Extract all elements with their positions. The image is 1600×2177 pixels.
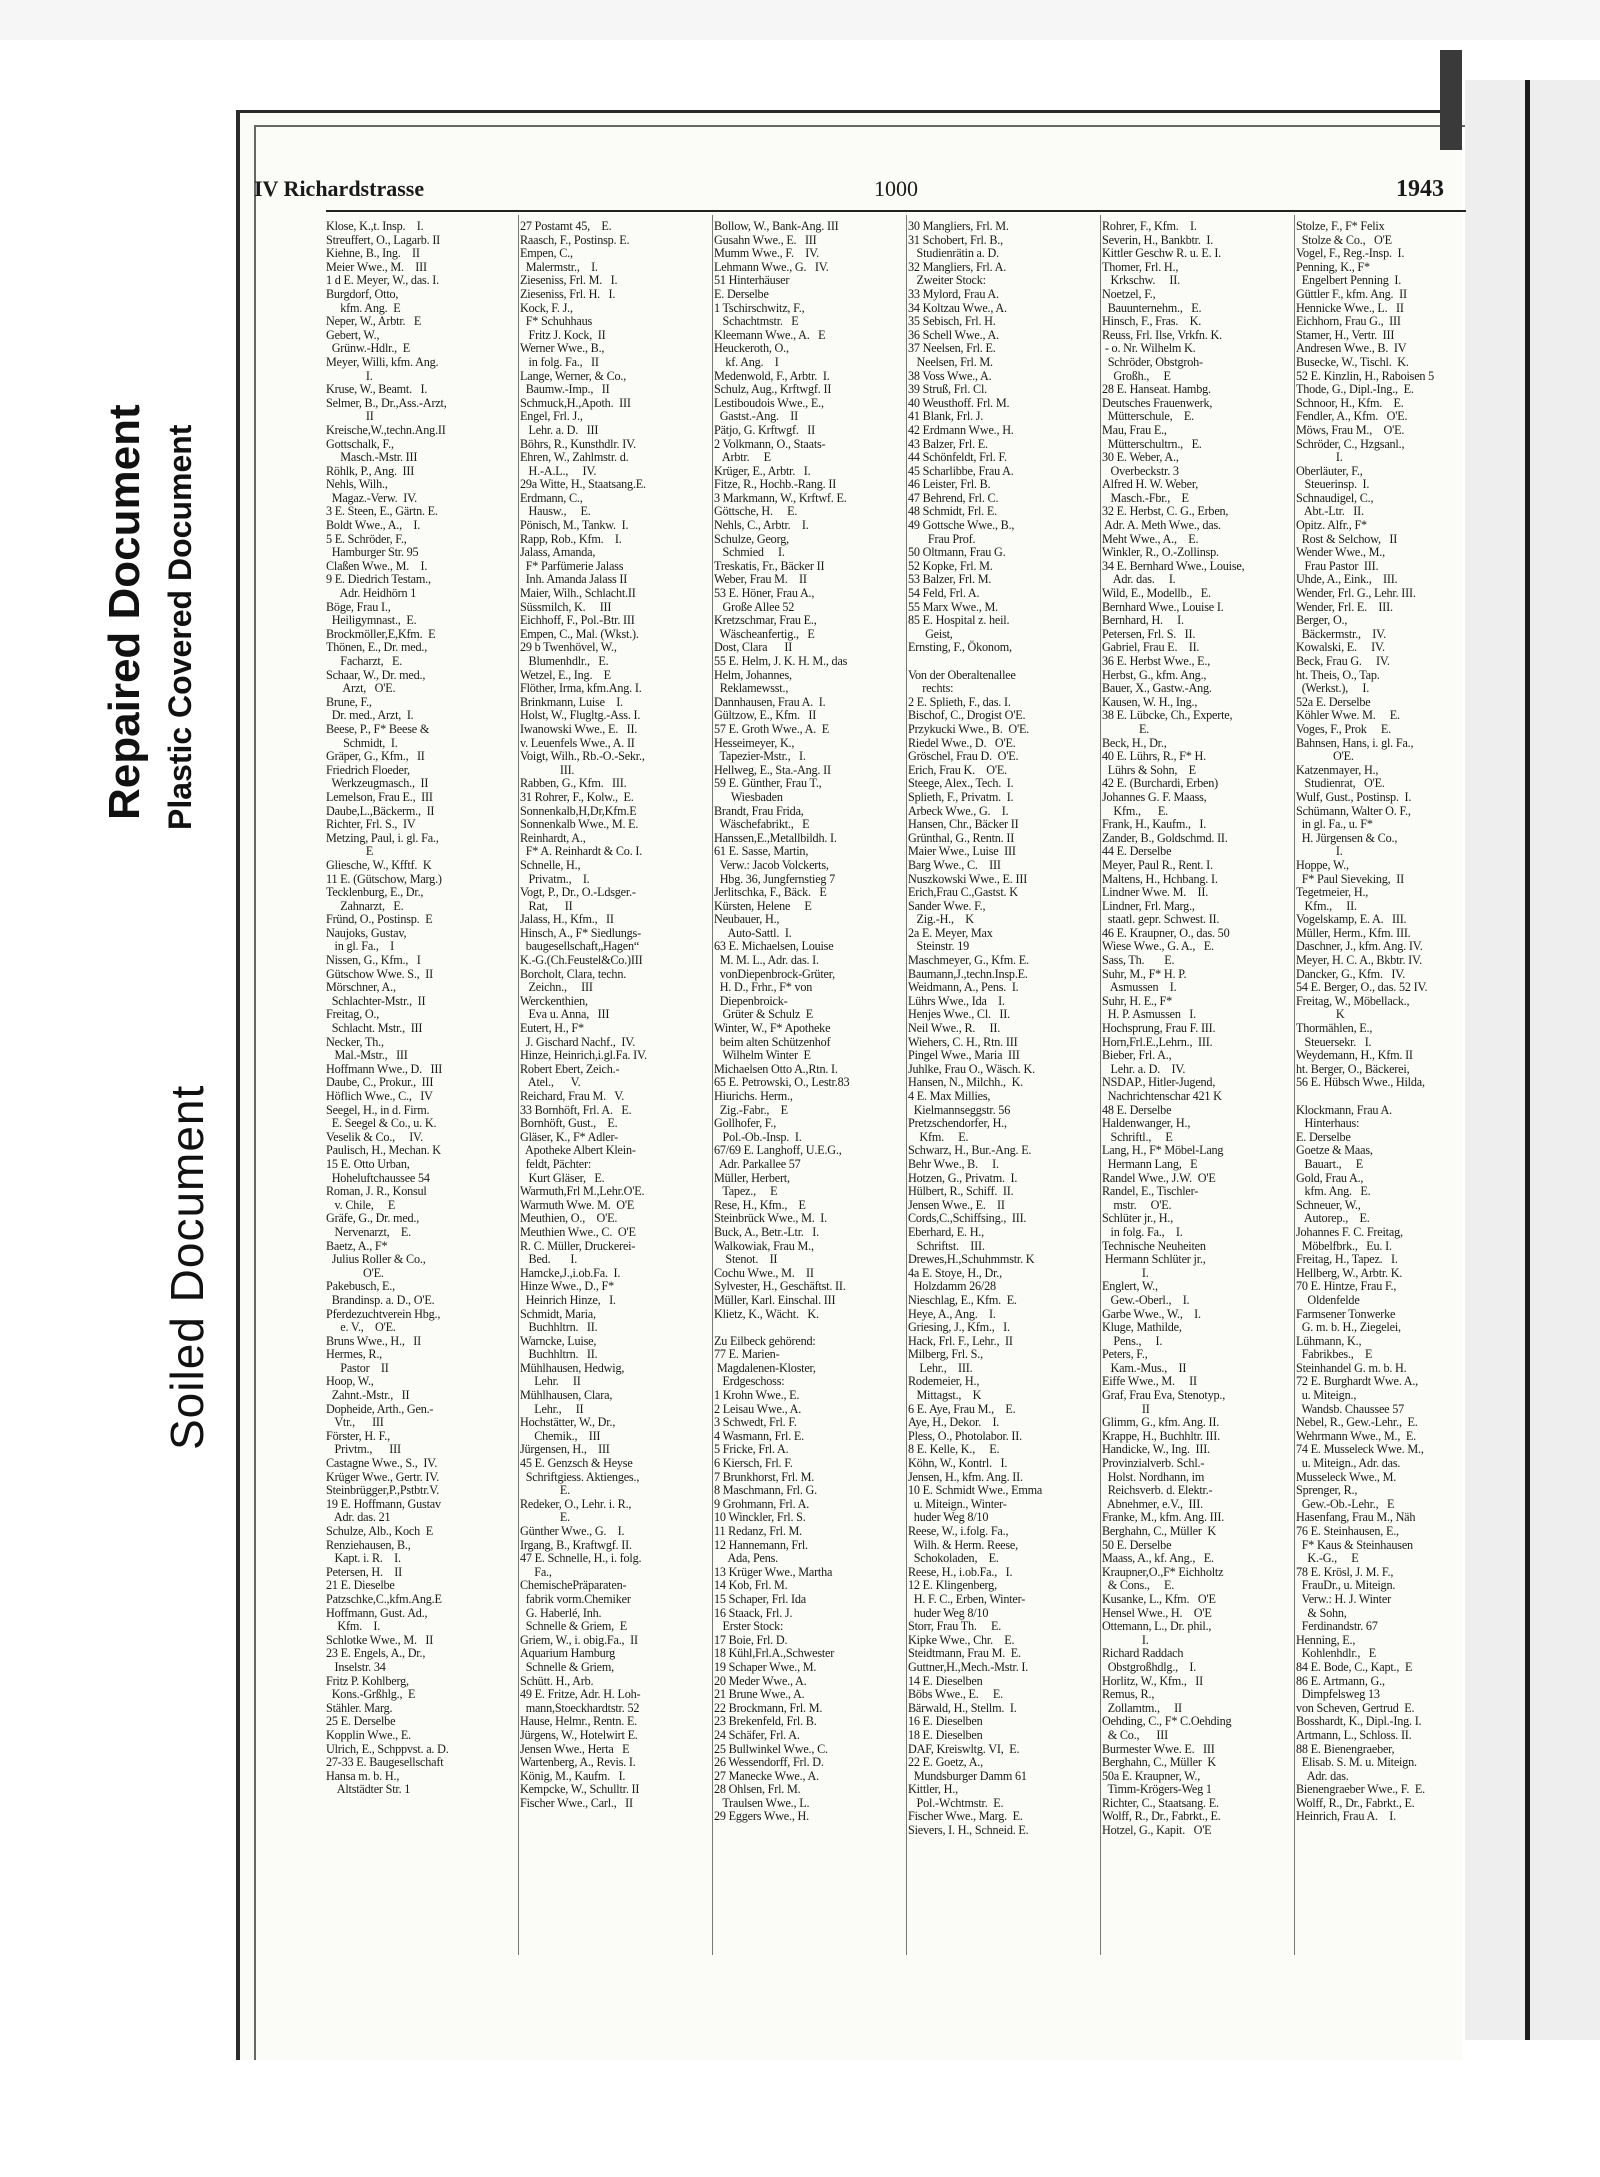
page-number: 1000	[874, 176, 918, 201]
directory-column-4: 30 Mangliers, Frl. M. 31 Schobert, Frl. B., Studienrätin a. D. 32 Mangliers, Frl. A. Zweiter Stock: 33 Mylord, Frau A. 34 Koltzau Wwe., A. 35 Sebisch, Frl. H. 36 Schell Wwe., A. 37 Neelsen, Frl. E. Neelsen, Frl. M. 38 Voss Wwe., A. 39 Struß, Frl. Cl. 40 Weusthoff. Frl. M. 41 Blank, Frl. J. 42 Erdmann Wwe., H. 43 Balzer, Frl. E. 44 Schönfeldt, Frl. F. 45 Scharlibbe, Frau A. 46 Leister, Frl. B. 47 Behrend, Frl. C. 48 Schmidt, Frl. E. 49 Gottsche Wwe., B., Frau Prof. 50 Oltmann, Frau G. 52 Kopke, Frl. M. 53 Balzer, Frl. M. 54 Feld, Frl. A. 55 Marx Wwe., M. 85 E. Hospital z. heil. Geist, Ernsting, F., Ökonom, Von der Oberaltenallee rechts: 2 E. Splieth, F., das. I. Bischof, C., Drogist O'E. Przykucki Wwe., B. O'E. Riedel Wwe., D. O'E. Gröschel, Frau D. O'E. Erich, Frau K. O'E. Steege, Alex., Tech. I. Splieth, F., Privatm. I. Arbeck Wwe., G. I. Hansen, Chr., Bäcker II Grünthal, G., Rentn. II Maier Wwe., Luise III Barg Wwe., C. III Nuszkowski Wwe., E. III Erich,Frau C.,Gastst. K Sander Wwe. F., Zig.-H., K 2a E. Meyer, Max Steinstr. 19 Maschmeyer, G., Kfm. E. Baumann,J.,techn.Insp.E. Weidmann, A., Pens. I. Lührs Wwe., Ida I. Henjes Wwe., Cl. II. Neil Wwe., R. II. Wiehers, C. H., Rtn. III Pingel Wwe., Maria III Juhlke, Frau O., Wäsch. K. Hansen, N., Milchh., K. 4 E. Max Millies, Kielmannseggstr. 56 Pretzschendorfer, H., Kfm. E. Schwarz, H., Bur.-Ang. E. Behr Wwe., B. I. Hotzen, G., Privatm. I. Hülbert, R., Schiff. II. Jensen Wwe., E. II Cords,C.,Schiffsing., III. Eberhard, E. H., Schriftst. III. Drewes,H.,Schuhmmstr. K 4a E. Stoye, H., Dr., Holzdamm 26/28 Nieschlag, E., Kfm. E. Heye, A., Ang. I. Griesing, J., Kfm., I. Hack, Frl. F., Lehr., II Milberg, Frl. S., Lehr., III. Rodemeier, H., Mittagst., K 6 E. Aye, Frau M., E. Aye, H., Dekor. I. Pless, O., Photolabor. II. 8 E. Kelle, K., E. Köhn, W., Kontrl. I. Jensen, H., kfm. Ang. II. 10 E. Schmidt Wwe., Emma u. Miteign., Winter- huder Weg 8/10 Reese, W., i.folg. Fa., Wilh. & Herm. Reese, Schokoladen, E. Reese, H., i.ob.Fa., I. 12 E. Klingenberg, H. F. C., Erben, Winter- huder Weg 8/10 Storr, Frau Th. E. Kipke Wwe., Chr. E. Steidtmann, Frau M. E. Guttner,H.,Mech.-Mstr. I. 14 E. Dieselben Böbs Wwe., E. E. Bärwald, H., Stellm. I. 16 E. Dieselben 18 E. Dieselben DAF, Kreiswltg. VI, E. 22 E. Goetz, A., Mundsburger Damm 61 Kittler, H., Pol.-Wchtmstr. E. Fischer Wwe., Marg. E. Sievers, I. H., Schneid. E.	[908, 220, 1043, 1838]
directory-column-3: Bollow, W., Bank-Ang. III Gusahn Wwe., E. III Mumm Wwe., F. IV. Lehmann Wwe., G. IV. 51 Hinterhäuser E. Derselbe 1 Tschirschwitz, F., Schachtmstr. E Kleemann Wwe., A. E Heuckeroth, O., kf. Ang. I Medenwold, F., Arbtr. I. Schulz, Aug., Krftwgf. II Lestiboudois Wwe., E., Gastst.-Ang. II Pätjo, G. Krftwgf. II 2 Volkmann, O., Staats- Arbtr. E Krüger, E., Arbtr. I. Fitze, R., Hochb.-Rang. II 3 Markmann, W., Krftwf. E. Göttsche, H. E. Nehls, C., Arbtr. I. Schulze, Georg, Schmied I. Treskatis, Fr., Bäcker II Weber, Frau M. II 53 E. Höner, Frau A., Große Allee 52 Kretzschmar, Frau E., Wäscheanfertig., E Dost, Clara II 55 E. Helm, J. K. H. M., das Helm, Johannes, Reklamewsst., Dannhausen, Frau A. I. Gültzow, E., Kfm. II 57 E. Groth Wwe., A. E Hesseimeyer, K., Tapezier-Mstr., I. Hellweg, E., Sta.-Ang. II 59 E. Günther, Frau T., Wiesbaden Brandt, Frau Frida, Wäschefabrikt., E Hanssen,E.,Metallbildh. I. 61 E. Sasse, Martin, Verw.: Jacob Volckerts, Hbg. 36, Jungfernstieg 7 Jerlitschka, F., Bäck. E Kürsten, Helene E Neubauer, H., Auto-Sattl. I. 63 E. Michaelsen, Louise M. M. L., Adr. das. I. vonDiepenbrock-Grüter, H. D., Frhr., F* von Diepenbroick- Grüter & Schulz E Winter, W., F* Apotheke beim alten Schützenhof Wilhelm Winter E Michaelsen Otto A.,Rtn. I. 65 E. Petrowski, O., Lestr.83 Hiurichs. Herm., Zig.-Fabr., E Gollhofer, F., Pol.-Ob.-Insp. I. 67/69 E. Langhoff, U.E.G., Adr. Parkallee 57 Müller, Herbert, Tapez., E Rese, H., Kfm., E Steinbrück Wwe., M. I. Buck, A., Betr.-Ltr. I. Walkowiak, Frau M., Stenot. II Cochu Wwe., M. II Sylvester, H., Geschäftst. II. Müller, Karl. Einschal. III Klietz, K., Wächt. K. Zu Eilbeck gehörend: 77 E. Marien- Magdalenen-Kloster, Erdgeschoss: 1 Krohn Wwe., E. 2 Leisau Wwe., A. 3 Schwedt, Frl. F. 4 Wasmann, Frl. E. 5 Fricke, Frl. A. 6 Kiersch, Frl. F. 7 Brunkhorst, Frl. M. 8 Maschmann, Frl. G. 9 Grohmann, Frl. A. 10 Winckler, Frl. S. 11 Redanz, Frl. M. 12 Hannemann, Frl. Ada, Pens. 13 Krüger Wwe., Martha 14 Kob, Frl. M. 15 Schaper, Frl. Ida 16 Staack, Frl. J. Erster Stock: 17 Boie, Frl. D. 18 Kühl,Frl.A.,Schwester 19 Schaper Wwe., M. 20 Meder Wwe., A. 21 Brune Wwe., A. 22 Brockmann, Frl. M. 23 Brekenfeld, Frl. B. 24 Schäfer, Frl. A. 25 Bullwinkel Wwe., C. 26 Wessendorff, Frl. D. 27 Manecke Wwe., A. 28 Ohlsen, Frl. M. Traulsen Wwe., L. 29 Eggers Wwe., H.	[714, 220, 850, 1824]
soiled-sticker: Soiled Document	[161, 1084, 213, 1450]
page-header-street: IV Richardstrasse	[254, 176, 425, 201]
directory-column-5: Rohrer, F., Kfm. I. Severin, H., Bankbtr. I. Kittler Geschw R. u. E. I. Thomer, Frl. H., Krkschw. II. Noetzel, F., Bauunternehm., E. Hinsch, F., Fras. K. Reuss, Frl. Ilse, Vrkfn. K. - o. Nr. Wilhelm K. Schröder, Obstgroh- Großh., E 28 E. Hanseat. Hambg. Deutsches Frauenwerk, Mütterschule, E. Mau, Frau E., Mütterschultrn., E. 30 E. Weber, A., Overbeckstr. 3 Alfred H. W. Weber, Masch.-Fbr., E 32 E. Herbst, C. G., Erben, Adr. A. Meth Wwe., das. Meht Wwe., A., E. Winkler, R., O.-Zollinsp. 34 E. Bernhard Wwe., Louise, Adr. das. I. Wild, E., Modellb., E. Bernhard Wwe., Louise I. Bernhard, H. I. Petersen, Frl. S. II. Gabriel, Frau E. II. 36 E. Herbst Wwe., E., Herbst, G., kfm. Ang., Bauer, X., Gastw.-Ang. Kausen, W. H., Ing., 38 E. Lübcke, Ch., Experte, E. Beck, H., Dr., 40 E. Lührs, R., F* H. Lührs & Sohn, E 42 E. (Burchardi, Erben) Johannes G. F. Maass, Kfm., E. Frank, H., Kaufm., I. Zander, B., Goldschmd. II. 44 E. Derselbe Meyer, Paul R., Rent. I. Maltens, H., Hchbang. I. Lindner Wwe. M. II. Lindner, Frl. Marg., staatl. gepr. Schwest. II. 46 E. Kraupner, O., das. 50 Wiese Wwe., G. A., E. Sass, Th. E. Suhr, M., F* H. P. Asmussen I. Suhr, H. E., F* H. P. Asmussen I. Hochsprung, Frau F. III. Horn,Frl.E.,Lehrn., III. Bieber, Frl. A., Lehr. a. D. IV. NSDAP., Hitler-Jugend, Nachrichtenschar 421 K 48 E. Derselbe Haldenwanger, H., Schriftl., E Lang, H., F* Möbel-Lang Hermann Lang, E Randel Wwe., J.W. O'E Randel, E., Tischler- mstr. O'E. Schlüter jr., H., in folg. Fa., I. Technische Neuheiten Hermann Schlüter jr., I. Englert, W., Gew.-Oberl., I. Garbe Wwe., W., I. Kluge, Mathilde, Pens., I. Peters, F., Kam.-Mus., II Eiffe Wwe., M. II Graf, Frau Eva, Stenotyp., II Glimm, G., kfm. Ang. II. Krappe, H., Buchhltr. III. Handicke, W., Ing. III. Provinzialverb. Schl.- Holst. Nordhann, im Reichsverb. d. Elektr.- Abnehmer, e.V., III. Franke, M., kfm. Ang. III. Berghahn, C., Müller K 50 E. Derselbe Maass, A., kf. Ang., E. Kraupner,O.,F* Eichholtz & Cons., E. Kusanke, L., Kfm. O'E Hensel Wwe., H. O'E Ottemann, L., Dr. phil., I. Richard Raddach Obstgroßhdlg., I. Horlitz, W., Kfm., II Remus, R., Zollamtm., II Oehding, C., F* C.Oehding & Co., III Burmester Wwe. E. III Berghahn, C., Müller K 50a E. Kraupner, W., Timm-Krögers-Weg 1 Richter, C., Staatsang. E. Wolff, R., Dr., Fabrkt., E. Hotzel, G., Kapit. O'E	[1102, 220, 1245, 1838]
plastic-sticker: Plastic Covered Document	[162, 424, 198, 830]
column-divider	[712, 215, 713, 1955]
archive-stickers	[80, 300, 240, 1500]
bottom-margin	[0, 2060, 1600, 2177]
column-divider	[1294, 215, 1295, 1955]
directory-column-1: Klose, K.,t. Insp. I. Streuffert, O., Lagarb. II Kiehne, B., Ing. II Meier Wwe., M. III 1 d E. Meyer, W., das. I. Burgdorf, Otto, kfm. Ang. E Neper, W., Arbtr. E Gebert, W., Grünw.-Hdlr., E Meyer, Willi, kfm. Ang. I. Kruse, W., Beamt. I. Selmer, B., Dr.,Ass.-Arzt, II Kreische,W.,techn.Ang.II Gottschalk, F., Masch.-Mstr. III Röhlk, P., Ang. III Nehls, Wilh., Magaz.-Verw. IV. 3 E. Steen, E., Gärtn. E. Boldt Wwe., A., I. 5 E. Schröder, F., Hamburger Str. 95 Claßen Wwe., M. I. 9 E. Diedrich Testam., Adr. Heidhörn 1 Böge, Frau I., Heiligymnast., E. Brockmöller,E,Kfm. E Thönen, E., Dr. med., Facharzt, E. Schaar, W., Dr. med., Arzt, O'E. Brune, F., Dr. med., Arzt, I. Beese, P., F* Beese & Schmidt, I. Gräper, G., Kfm., II Friedrich Floeder, Werkzeugmasch., II Lemelson, Frau E., III Daube,L.,Bäckerm., II Richter, Frl. S., IV Metzing, Paul, i. gl. Fa., E Gliesche, W., Kfftf. K 11 E. (Gütschow, Marg.) Tecklenburg, E., Dr., Zahnarzt, E. Fründ, O., Postinsp. E Naujoks, Gustav, in gl. Fa., I Nissen, G., Kfm., I Gütschow Wwe. S., II Mörschner, A., Schlachter-Mstr., II Freitag, O., Schlacht. Mstr., III Necker, Th., Mal.-Mstr., III Hoffmann Wwe., D. III Daube, C., Prokur., III Höflich Wwe., C., IV Seegel, H., in d. Firm. E. Seegel & Co., u. K. Veselik & Co., IV. Paulisch, H., Mechan. K 15 E. Otto Urban, Hoheluftchaussee 54 Roman, J. R., Konsul v. Chile, E Gräfe, G., Dr. med., Nervenarzt, E. Baetz, A., F* Julius Roller & Co., O'E. Pakebusch, E., Brandinsp. a. D., O'E. Pferdezuchtverein Hbg., e. V., O'E. Bruns Wwe., H., II Hermes, R., Pastor II Hoop, W., Zahnt.-Mstr., II Dopheide, Arth., Gen.- Vtr., III Förster, H. F., Privtm., III Castagne Wwe., S., IV. Krüger Wwe., Gertr. IV. Steinbrügger,P.,Pstbtr.V. 19 E. Hoffmann, Gustav Adr. das. 21 Schulze, Alb., Koch E Renziehausen, B., Kapt. i. R. I. Petersen, H. II 21 E. Dieselbe Patzschke,C.,kfm.Ang.E Hoffmann, Gust. Ad., Kfm. I. Schlotke Wwe., M. II 23 E. Engels, A., Dr., Inselstr. 34 Fritz P. Kohlberg, Kons.-Grßhlg., E Stähler. Marg. 25 E. Derselbe Kopplin Wwe., E. Ulrich, E., Schppvst. a. D. 27-33 E. Baugesellschaft Hansa m. b. H., Altstädter Str. 1	[326, 220, 449, 1797]
header-rule	[326, 210, 1466, 212]
adjacent-page-edge	[1465, 80, 1600, 2040]
binding-shadow	[1440, 50, 1462, 150]
top-margin	[0, 0, 1600, 40]
column-divider	[906, 215, 907, 1955]
page-year: 1943	[1396, 176, 1444, 202]
repaired-sticker: Repaired Document	[100, 404, 149, 820]
directory-column-2: 27 Postamt 45, E. Raasch, F., Postinsp. E. Empen, C., Malermstr., I. Zieseniss, Frl. M. I. Zieseniss, Frl. H. I. Kock, F. J., F* Schuhhaus Fritz J. Kock, II Werner Wwe., B., in folg. Fa., II Lange, Werner, & Co., Baumw.-Imp., II Schmuck,H.,Apoth. III Engel, Frl. J., Lehr. a. D. III Böhrs, R., Kunsthdlr. IV. Ehren, W., Zahlmstr. d. H.-A.L., IV. 29a Witte, H., Staatsang.E. Erdmann, C., Hausw., E. Pönisch, M., Tankw. I. Rapp, Rob., Kfm. I. Jalass, Amanda, F* Parfümerie Jalass Inh. Amanda Jalass II Maier, Wilh., Schlacht.II Süssmilch, K. III Eichhoff, F., Pol.-Btr. III Empen, C., Mal. (Wkst.). 29 b Twenhövel, W., Blumenhdlr., E. Wetzel, E., Ing. E Flöther, Irma, kfm.Ang. I. Brinkmann, Luise I. Holst, W., Flugltg.-Ass. I. Iwanowski Wwe., E. II. v. Leuenfels Wwe., A. II Voigt, Wilh., Rb.-O.-Sekr., III. Rabben, G., Kfm. III. 31 Rohrer, F., Kolw., E. Sonnenkalb,H,Dr,Kfm.E Sonnenkalb Wwe., M. E. Reinhardt, A., F* A. Reinhardt & Co. I. Schnelle, H., Privatm., I. Vogt, P., Dr., O.-Ldsger.- Rat, II Jalass, H., Kfm., II Hinsch, A., F* Siedlungs- baugesellschaft„Hagen“ K.-G.(Ch.Feustel&Co.)III Borcholt, Clara, techn. Zeichn., III Werckenthien, Eva u. Anna, III Eutert, H., F* J. Gischard Nachf., IV. Hinze, Heinrich,i.gl.Fa. IV. Robert Ebert, Zeich.- Atel., V. Reichard, Frau M. V. 33 Bornhöft, Frl. A. E. Bornhöft, Gust., E. Gläser, K., F* Adler- Apotheke Albert Klein- feldt, Pächter: Kurt Gläser, E. Warmuth,Frl M.,Lehr.O'E. Warmuth Wwe. M. O'E Meuthien, O., O'E. Meuthien Wwe., C. O'E R. C. Müller, Druckerei- Bed. I. Hamcke,J.,i.ob.Fa. I. Hinze Wwe., D., F* Heinrich Hinze, I. Schmidt, Maria, Buchhltrn. II. Warncke, Luise, Buchhltrn. II. Mühlhausen, Hedwig, Lehr. II Mühlhausen, Clara, Lehr., II Hochstätter, W., Dr., Chemik., III Jürgensen, H., III 45 E. Genzsch & Heyse Schriftgiess. Aktienges., E. Redeker, O., Lehr. i. R., E. Günther Wwe., G. I. Irgang, B., Kraftwgf. II. 47 E. Schnelle, H., i. folg. Fa., ChemischePräparaten- fabrik vorm.Chemiker G. Haberlé, Inh. Schnelle & Griem, E Griem, W., i. obig.Fa., II Aquarium Hamburg Schnelle & Griem, Schütt. H., Arb. 49 E. Fritze, Adr. H. Loh- mann,Stoeckhardtstr. 52 Hause, Helmr., Rentn. E. Jürgens, W., Hotelwirt E. Jensen Wwe., Herta E Wartenberg, A., Revis. I. König, M., Kaufm. I. Kempcke, W., Schulltr. II Fischer Wwe., Carl., II	[520, 220, 647, 1810]
column-divider	[518, 215, 519, 1955]
column-divider	[1100, 215, 1101, 1955]
directory-column-6: Stolze, F., F* Felix Stolze & Co., O'E Vogel, F., Reg.-Insp. I. Penning, K., F* Engelbert Penning I. Güttler F., kfm. Ang. II Hennicke Wwe., L. II Eichhorn, Frau G., III Stamer, H., Vertr. III Andresen Wwe., B. IV Busecke, W., Tischl. K. 52 E. Kinzlin, H., Raboisen 5 Thode, G., Dipl.-Ing., E. Schnoor, H., Kfm. E. Fendler, A., Kfm. O'E. Möws, Frau M., O'E. Schröder, C., Hzgsanl., I. Oberläuter, F., Steuerinsp. I. Schnaudigel, C., Abt.-Ltr. II. Opitz. Alfr., F* Rost & Selchow, II Wender Wwe., M., Frau Pastor III. Uhde, A., Eink., III. Wender, Frl. G., Lehr. III. Wender, Frl. E. III. Berger, O., Bäckermstr., IV. Kowalski, E. IV. Beck, Frau G. IV. ht. Theis, O., Tap. (Werkst.), I. 52a E. Derselbe Köhler Wwe. M. E. Voges, F., Prok E. Bahnsen, Hans, i. gl. Fa., O'E. Katzenmayer, H., Studienrat, O'E. Wulf, Gust., Postinsp. I. Schümann, Walter O. F., in gl. Fa., u. F* H. Jürgensen & Co., I. Hoppe, W., F* Paul Sieveking, II Tegetmeier, H., Kfm., II. Vogelskamp, E. A. III. Müller, Herm., Kfm. III. Daschner, J., kfm. Ang. IV. Meyer, H. C. A., Bkbtr. IV. Dancker, G., Kfm. IV. 54 E. Berger, O., das. 52 IV. Freitag, W., Möbellack., K Thormählen, E., Steuersekr. I. Weydemann, H., Kfm. II ht. Berger, O., Bäckerei, 56 E. Hübsch Wwe., Hilda, Klockmann, Frau A. Hinterhaus: E. Derselbe Goetze & Maas, Bauart., E Gold, Frau A., kfm. Ang. E. Schneuer, W., Autorep., E. Johannes F. C. Freitag, Möbelfbrk., Eu. I. Freitag, H., Tapez. I. Hellberg, W., Arbtr. K. 70 E. Hintze, Frau F., Oldenfelde Farmsener Tonwerke G. m. b. H., Ziegelei, Lühmann, K., Fabrikbes., E Steinhandel G. m. b. H. 72 E. Burghardt Wwe. A., u. Miteign., Wandsb. Chaussee 57 Nebel, R., Gew.-Lehr., E. Wehrmann Wwe., M., E. 74 E. Musseleck Wwe. M., u. Miteign., Adr. das. Musseleck Wwe., M. Sprenger, R., Gew.-Ob.-Lehr., E Hasenfang, Frau M., Näh 76 E. Steinhausen, E., F* Kaus & Steinhausen K.-G., E 78 E. Krösl, J. M. F., FrauDr., u. Miteign. Verw.: H. J. Winter & Sohn, Ferdinandstr. 67 Henning, E., Kohlenhdlr., E 84 E. Bode, C., Kapt., E 86 E. Artmann, G., Dimpfelsweg 13 von Scheven, Gertrud E. Bosshardt, K., Dipl.-Ing. I. Artmann, L., Schloss. II. 88 E. Bienengraeber, Elisab. S. M. u. Miteign. Adr. das. Bienengraeber Wwe., F. E. Wolff, R., Dr., Fabrkt., E. Heinrich, Frau A. I.	[1296, 220, 1435, 1824]
